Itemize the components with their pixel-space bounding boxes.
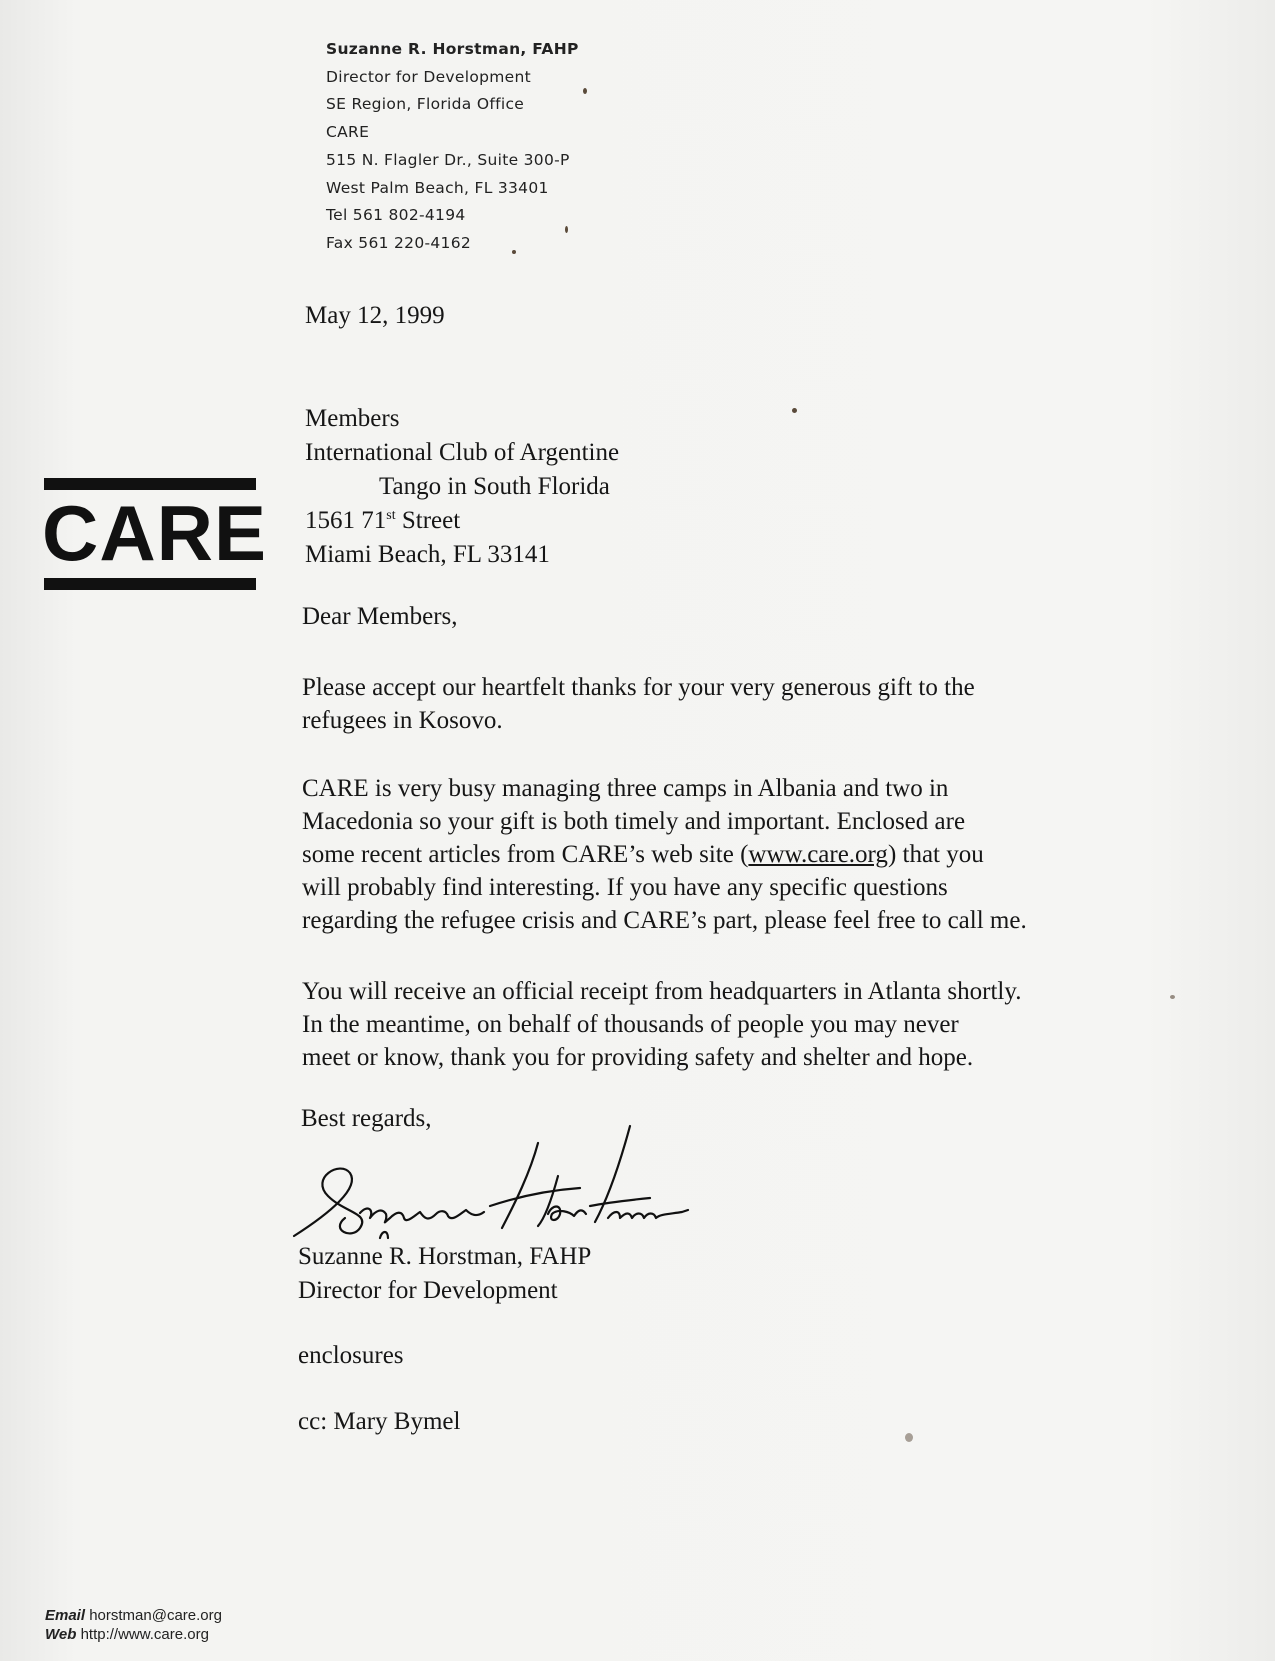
paper-speck [565,226,568,233]
recipient-address [305,402,619,572]
paragraph-text: some recent articles from CARE’s web site ( [302,841,749,868]
recipient-line-3: Tango in South Florida [379,473,610,500]
sender-region: SE Region, Florida Office [326,95,525,114]
email-address[interactable]: horstman@care.org [85,1607,222,1624]
paragraph-line: meet or know, thank you for providing safety and shelter and hope. [302,1044,974,1071]
sender-name: Suzanne R. Horstman, FAHP [326,40,579,58]
sender-street: 515 N. Flagler Dr., Suite 300-P [326,150,570,169]
cc-line: cc: Mary Bymel [298,1408,461,1435]
sender-fax: Fax 561 220-4162 [326,233,472,252]
logo-bottom-bar [44,578,256,590]
recipient-line-1: Members [305,405,400,432]
sender-org: CARE [326,123,370,142]
closing: Best regards, [301,1105,432,1132]
paragraph-line: will probably find interesting. If you have any specific questions [302,874,948,901]
paper-speck [583,88,587,94]
paragraph-line [302,838,1182,871]
body-paragraph-2 [302,772,1182,937]
street-number: 1561 71 [305,507,387,534]
recipient-street [305,504,619,538]
paragraph-line: Please accept our heartfelt thanks for your very generous gift to the [302,674,975,701]
paper-speck [1170,995,1175,999]
email-label: Email [45,1607,86,1624]
sender-title: Director for Development [326,67,531,86]
paragraph-line: refugees in Kosovo. [302,707,503,734]
sender-city: West Palm Beach, FL 33401 [326,178,549,197]
body-paragraph-3 [302,975,1182,1074]
footer-web [45,1625,222,1644]
website-link[interactable]: www.care.org [748,841,888,868]
letterhead-sender-block [326,36,579,258]
web-label: Web [45,1626,77,1643]
paragraph-line: In the meantime, on behalf of thousands of people you may never [302,1011,959,1038]
paragraph-line: You will receive an official receipt from headquarters in Atlanta shortly. [302,978,1022,1005]
greeting: Dear Members, [302,603,458,630]
letterhead-footer [45,1606,222,1644]
paper-speck [792,408,797,413]
paragraph-line: Macedonia so your gift is both timely and important. Enclosed are [302,808,966,835]
web-address[interactable]: http://www.care.org [76,1626,209,1643]
handwritten-signature [290,1118,690,1248]
recipient-city: Miami Beach, FL 33141 [305,541,550,568]
signer-title: Director for Development [298,1277,558,1304]
body-paragraph-1 [302,671,1182,737]
paragraph-line: CARE is very busy managing three camps in Albania and two in [302,775,949,802]
enclosures-note: enclosures [298,1342,404,1369]
paper-speck [905,1433,913,1442]
recipient-line-2: International Club of Argentine [305,439,620,466]
paragraph-text: ) that you [887,841,984,868]
signer-name: Suzanne R. Horstman, FAHP [298,1243,592,1270]
sender-tel: Tel 561 802-4194 [326,206,466,225]
street-ordinal: st [386,508,396,523]
letter-date: May 12, 1999 [305,302,445,329]
logo-wordmark: CARE [42,489,268,577]
street-name: Street [395,507,461,534]
paper-speck [512,250,516,254]
signature-block [298,1240,591,1308]
care-logo [42,478,268,590]
footer-email [45,1606,222,1625]
paragraph-line: regarding the refugee crisis and CARE’s part, please feel free to call me. [302,907,1027,934]
